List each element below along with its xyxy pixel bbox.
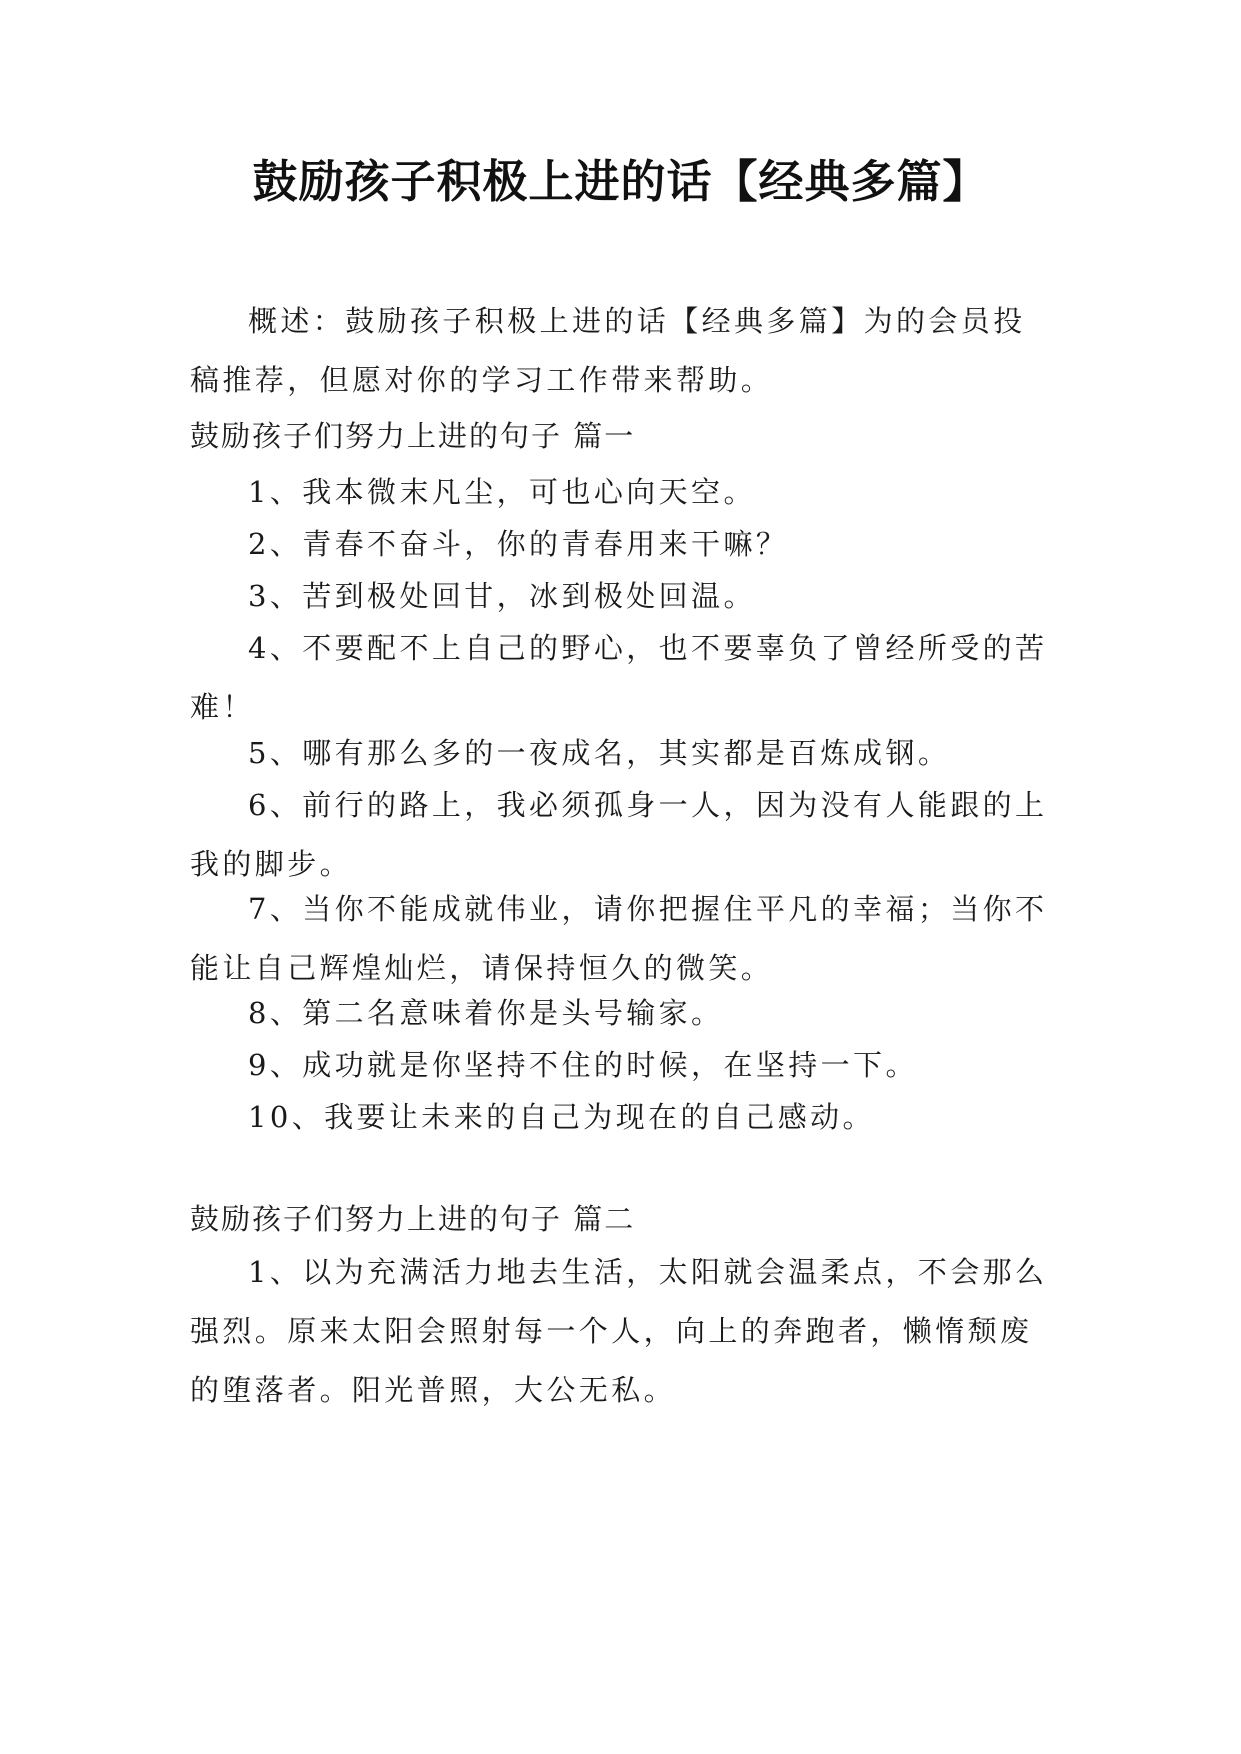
list-item: 7、当你不能成就伟业，请你把握住平凡的幸福；当你不能让自己辉煌灿烂，请保持恒久的微笑。 [190,892,1048,985]
list-item: 6、前行的路上，我必须孤身一人，因为没有人能跟的上我的脚步。 [190,788,1048,881]
section-heading-1: 鼓励孩子们努力上进的句子 篇一 [190,419,636,453]
list-item: 9、成功就是你坚持不住的时候，在坚持一下。 [248,1048,918,1082]
section-heading-2: 鼓励孩子们努力上进的句子 篇二 [190,1202,636,1236]
document-summary: 概述：鼓励孩子积极上进的话【经典多篇】为的会员投稿推荐，但愿对你的学习工作带来帮助。 [190,304,1026,397]
list-item: 1、以为充满活力地去生活，太阳就会温柔点，不会那么强烈。原来太阳会照射每一个人，向上的奔跑者，懒惰颓废的堕落者。阳光普照，大公无私。 [190,1255,1048,1407]
list-item: 8、第二名意味着你是头号输家。 [248,996,724,1030]
list-item: 5、哪有那么多的一夜成名，其实都是百炼成钢。 [248,736,951,770]
list-item: 2、青春不奋斗，你的青春用来干嘛？ [248,527,789,561]
list-item: 3、苦到极处回甘，冰到极处回温。 [248,579,756,613]
document-title: 鼓励孩子积极上进的话【经典多篇】 [252,155,989,208]
list-item: 4、不要配不上自己的野心，也不要辜负了曾经所受的苦难！ [190,631,1048,724]
list-item: 1、我本微末凡尘，可也心向天空。 [248,475,756,509]
list-item: 10、我要让未来的自己为现在的自己感动。 [248,1100,875,1134]
